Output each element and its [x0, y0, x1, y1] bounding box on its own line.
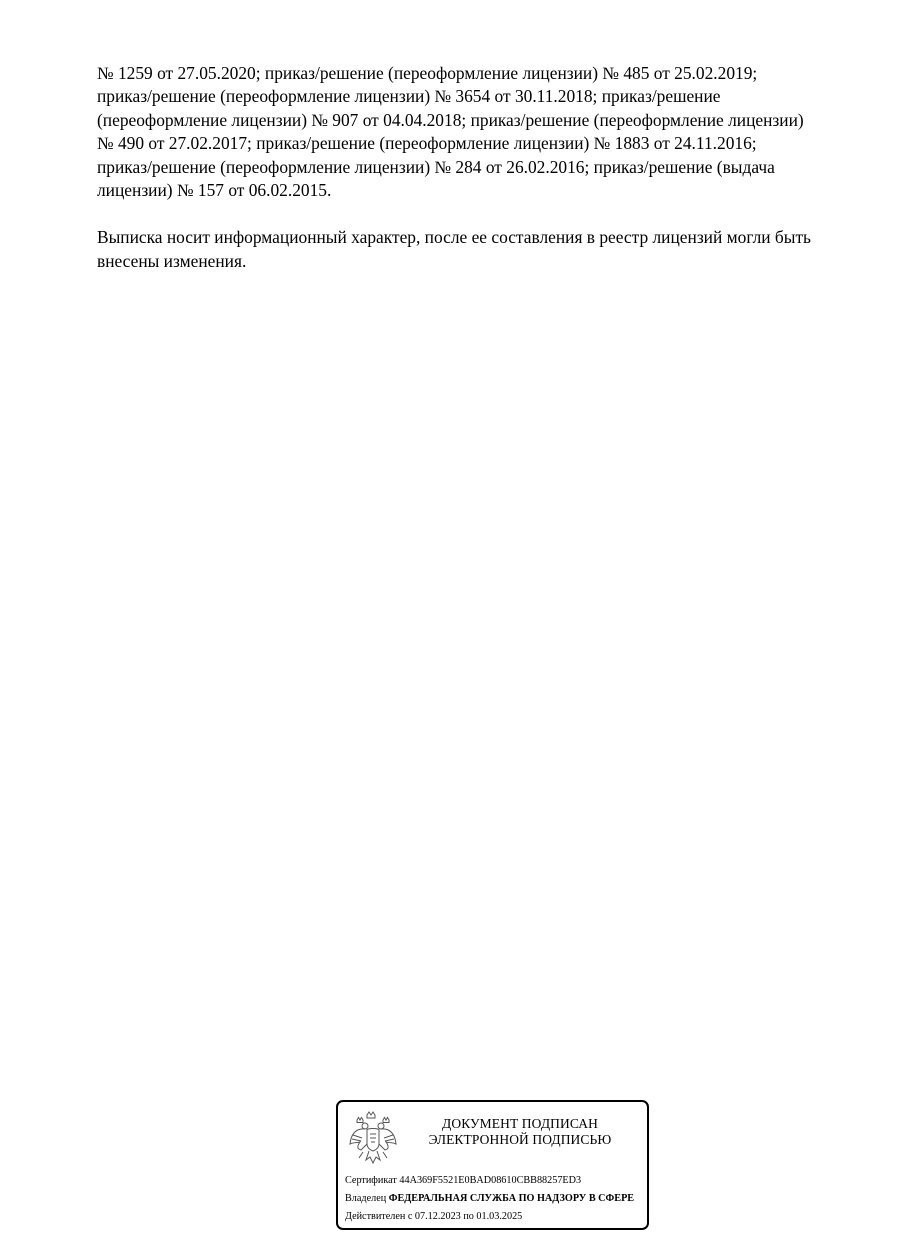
- russian-coat-of-arms-icon: [348, 1108, 398, 1166]
- certificate-value: 44A369F5521E0BAD08610CBB88257ED3: [399, 1175, 582, 1186]
- text-line: Выписка носит информационный характер, после ее составления в реестр лицензий могли быть: [97, 227, 811, 248]
- text-line: (переоформление лицензии) № 907 от 04.04.2018; приказ/решение (переоформление лицензии): [97, 109, 804, 130]
- paragraph-spacer: [97, 202, 889, 226]
- certificate-label: Сертификат: [345, 1175, 397, 1186]
- stamp-title-line: ДОКУМЕНТ ПОДПИСАН: [442, 1116, 598, 1131]
- document-body: [97, 62, 889, 273]
- disclaimer-paragraph: [97, 226, 889, 273]
- stamp-details: [345, 1172, 634, 1226]
- text-line: № 490 от 27.02.2017; приказ/решение (переоформление лицензии) № 1883 от 24.11.2016;: [97, 133, 757, 154]
- text-line: внесены изменения.: [97, 250, 247, 271]
- owner-row: [345, 1190, 634, 1208]
- text-line: приказ/решение (переоформление лицензии) № 284 от 26.02.2016; приказ/решение (выдача: [97, 156, 775, 177]
- text-line: № 1259 от 27.05.2020; приказ/решение (переоформление лицензии) № 485 от 25.02.2019;: [97, 63, 758, 83]
- stamp-title-line: ЭЛЕКТРОННОЙ ПОДПИСЬЮ: [428, 1132, 612, 1147]
- stamp-title: [406, 1116, 634, 1148]
- text-line: лицензии) № 157 от 06.02.2015.: [97, 180, 332, 201]
- owner-label: Владелец: [345, 1193, 387, 1204]
- owner-value: ФЕДЕРАЛЬНАЯ СЛУЖБА ПО НАДЗОРУ В СФЕРЕ: [388, 1193, 635, 1204]
- certificate-row: [345, 1172, 634, 1190]
- electronic-signature-stamp: [336, 1100, 649, 1230]
- validity-row: Действителен с 07.12.2023 по 01.03.2025: [345, 1211, 523, 1222]
- text-line: приказ/решение (переоформление лицензии) № 3654 от 30.11.2018; приказ/решение: [97, 86, 721, 107]
- license-history-paragraph: [97, 62, 889, 202]
